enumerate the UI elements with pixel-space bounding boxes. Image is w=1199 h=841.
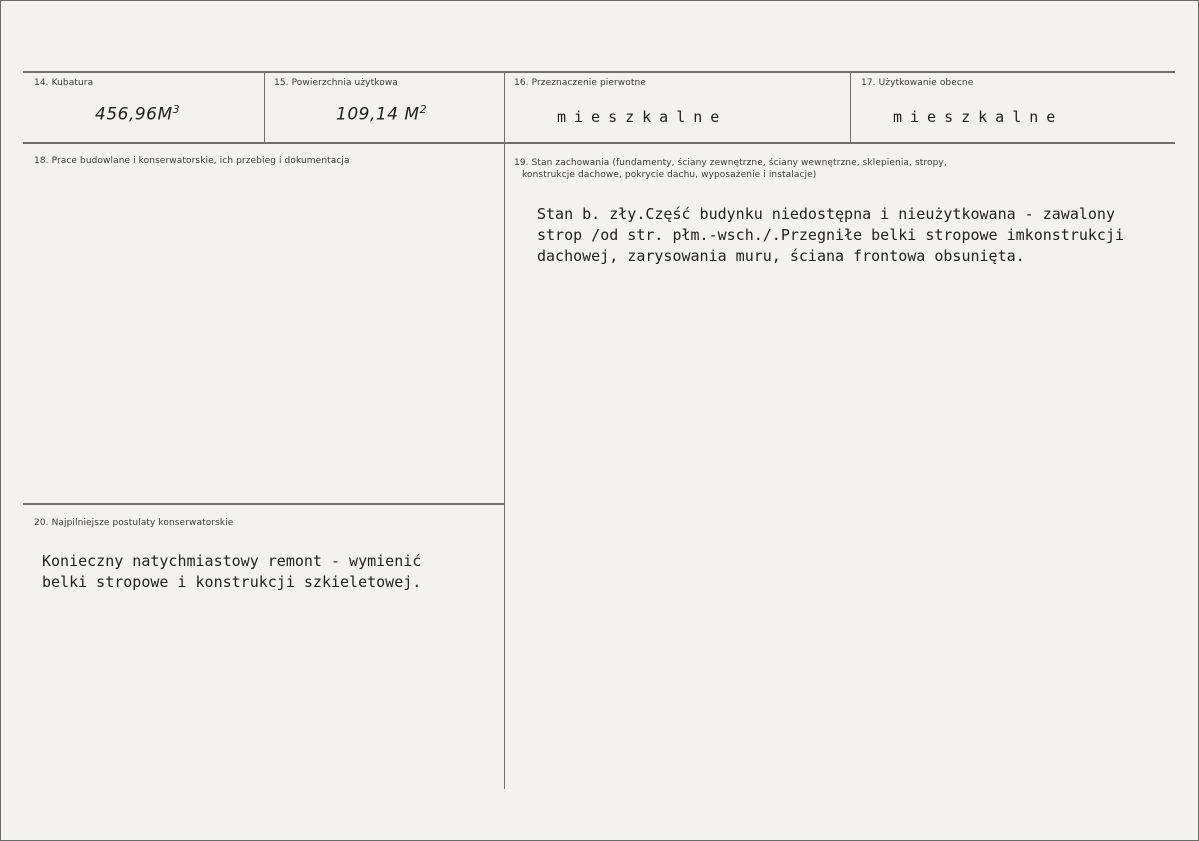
kubatura-number: 456,96 — [95, 104, 158, 125]
row-divider-line — [23, 142, 1175, 144]
col-divider-3 — [850, 72, 851, 143]
kubatura-label: 14. Kubatura — [34, 78, 94, 88]
postulaty-label: 20. Najpilniejsze postulaty konserwatorskie — [34, 518, 234, 528]
stan-zachowania-label-line1: 19. Stan zachowania (fundamenty, ściany zewnętrzne, ściany wewnętrzne, sklepienia, stropy, — [514, 158, 947, 168]
powierzchnia-value — [336, 103, 427, 125]
stan-zachowania-line: strop /od str. płm.-wsch./.Przegniłe belki stropowe imkonstrukcji — [537, 226, 1124, 244]
kubatura-value — [95, 103, 180, 125]
section-divider-line — [23, 503, 504, 505]
postulaty-line: Konieczny natychmiastowy remont - wymienić — [42, 552, 422, 570]
przeznaczenie-value: mieszkalne — [557, 108, 728, 126]
powierzchnia-unit: M — [404, 104, 420, 125]
uzytkowanie-label: 17. Użytkowanie obecne — [861, 78, 974, 88]
powierzchnia-number: 109,14 — [336, 104, 399, 125]
postulaty-text — [42, 551, 421, 593]
kubatura-unit: M — [157, 104, 173, 125]
prace-budowlane-label: 18. Prace budowlane i konserwatorskie, ich przebieg i dokumentacja — [34, 156, 350, 166]
postulaty-line: belki stropowe i konstrukcji szkieletowej. — [42, 573, 422, 591]
powierzchnia-label: 15. Powierzchnia użytkowa — [274, 78, 398, 88]
uzytkowanie-value: mieszkalne — [893, 108, 1064, 126]
col-divider-2 — [504, 72, 505, 789]
przeznaczenie-label: 16. Przeznaczenie pierwotne — [514, 78, 646, 88]
powierzchnia-unit-exponent: 2 — [419, 103, 428, 116]
stan-zachowania-line: Stan b. zły.Część budynku niedostępna i nieużytkowana - zawalony — [537, 205, 1115, 223]
col-divider-1 — [264, 72, 265, 143]
top-border-line — [23, 71, 1175, 73]
stan-zachowania-text — [537, 204, 1124, 267]
stan-zachowania-line: dachowej, zarysowania muru, ściana frontowa obsunięta. — [537, 247, 1025, 265]
kubatura-unit-exponent: 3 — [172, 103, 181, 116]
stan-zachowania-label-line2: konstrukcje dachowe, pokrycie dachu, wyposażenie i instalacje) — [522, 170, 817, 180]
